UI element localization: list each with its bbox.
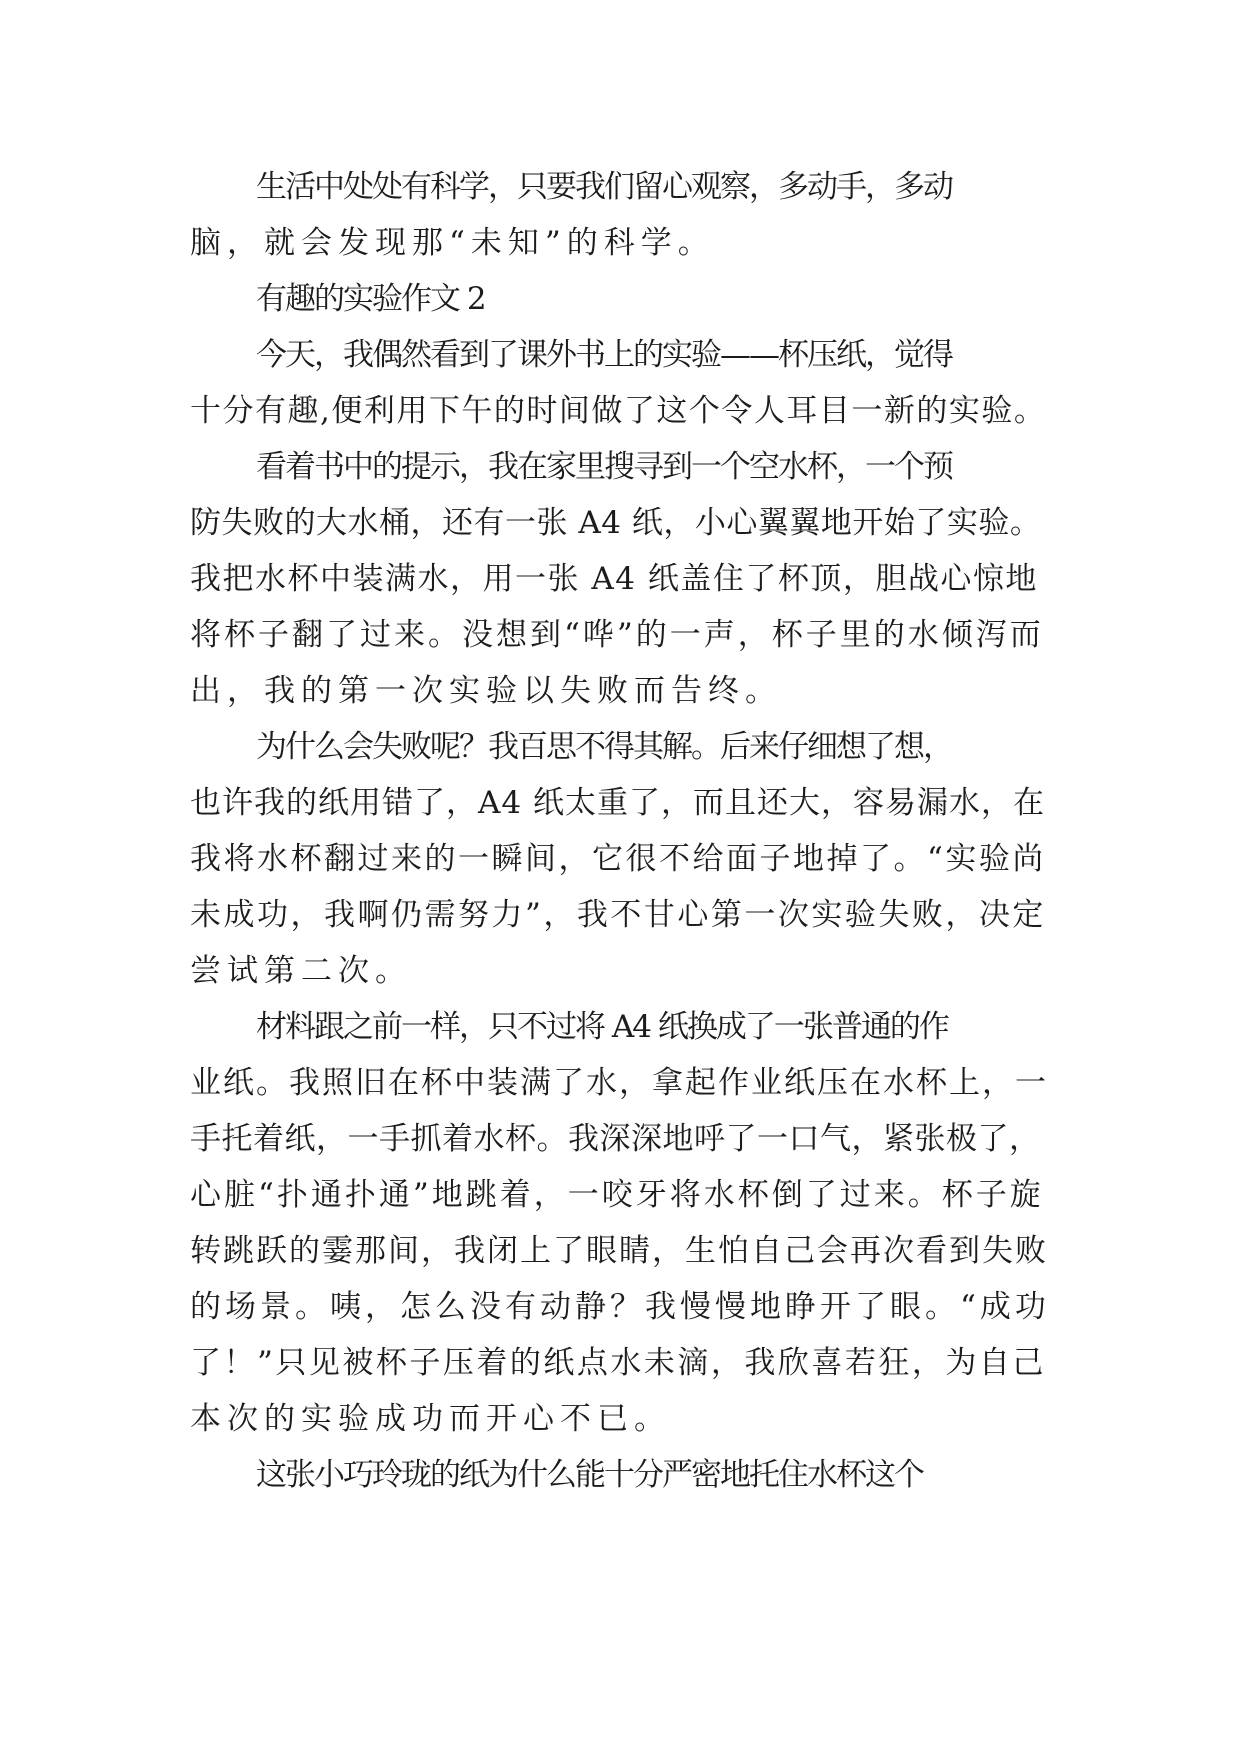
text-line: 的场景。咦，怎么没有动静？我慢慢地睁开了眼。“成功 xyxy=(190,1289,1050,1325)
paragraph-second-attempt xyxy=(190,999,1050,1447)
text-line: 十分有趣,便利用下午的时间做了这个令人耳目一新的实验。 xyxy=(190,393,1047,429)
paragraph-first-attempt xyxy=(190,439,1050,719)
text-line: 本次的实验成功而开心不已。 xyxy=(190,1401,671,1437)
paragraph-conclusion xyxy=(190,159,1050,271)
text-line: 我把水杯中装满水，用一张 A4 纸盖住了杯顶，胆战心惊地 xyxy=(190,561,1038,597)
text-line: 也许我的纸用错了，A4 纸太重了，而且还大，容易漏水，在 xyxy=(190,785,1045,821)
text-line: 材料跟之前一样，只不过将 A4 纸换成了一张普通的作 xyxy=(256,1009,948,1045)
essay-title-text: 有趣的实验作文 2 xyxy=(256,281,485,317)
essay-title xyxy=(190,271,1050,327)
text-line: 业纸。我照旧在杯中装满了水，拿起作业纸压在水杯上，一 xyxy=(190,1065,1048,1101)
text-line: 将杯子翻了过来。没想到“哗”的一声，杯子里的水倾泻而 xyxy=(190,617,1044,653)
text-line: 防失败的大水桶，还有一张 A4 纸，小心翼翼地开始了实验。 xyxy=(190,505,1042,541)
text-line: 我将水杯翻过来的一瞬间，它很不给面子地掉了。“实验尚 xyxy=(190,841,1046,877)
text-line: 今天，我偶然看到了课外书上的实验——杯压纸，觉得 xyxy=(256,337,952,373)
text-line: 生活中处处有科学，只要我们留心观察，多动手，多动 xyxy=(256,169,952,205)
text-line: 这张小巧玲珑的纸为什么能十分严密地托住水杯这个 xyxy=(256,1457,923,1493)
paragraph-question xyxy=(190,1447,1050,1503)
text-line: 了！”只见被杯子压着的纸点水未滴，我欣喜若狂，为自己 xyxy=(190,1345,1046,1381)
paragraph-intro xyxy=(190,327,1050,439)
text-line: 出，我的第一次实验以失败而告终。 xyxy=(190,673,782,709)
text-line: 转跳跃的霎那间，我闭上了眼睛，生怕自己会再次看到失败 xyxy=(190,1233,1048,1269)
text-line: 脑，就会发现那“未知”的科学。 xyxy=(190,225,715,261)
text-line: 未成功，我啊仍需努力”，我不甘心第一次实验失败，决定 xyxy=(190,897,1046,933)
text-line: 为什么会失败呢？我百思不得其解。后来仔细想了想， xyxy=(256,729,952,765)
paragraph-reflection xyxy=(190,719,1050,999)
document-body xyxy=(190,159,1050,1503)
text-line: 尝试第二次。 xyxy=(190,953,412,989)
text-line: 心脏“扑通扑通”地跳着，一咬牙将水杯倒了过来。杯子旋 xyxy=(190,1177,1044,1213)
text-line: 看着书中的提示，我在家里搜寻到一个空水杯，一个预 xyxy=(256,449,952,485)
text-line: 手托着纸，一手抓着水杯。我深深地呼了一口气，紧张极了， xyxy=(190,1121,1041,1157)
